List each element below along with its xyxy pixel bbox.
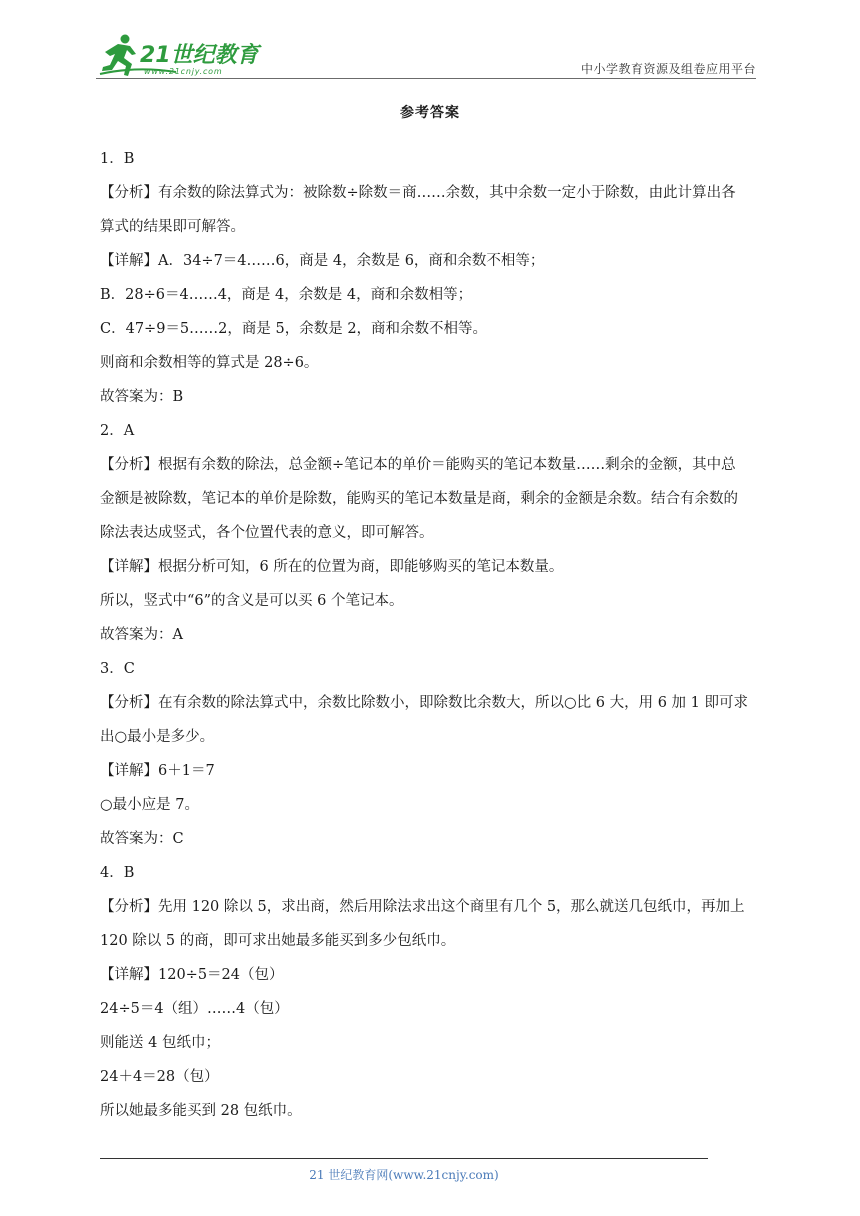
text-line: 4．B xyxy=(100,865,135,881)
logo-text: 21世纪教育 xyxy=(140,43,259,68)
text-line: 金额是被除数，笔记本的单价是除数，能购买的笔记本数量是商，剩余的金额是余数。结合有余数的 xyxy=(100,491,738,507)
text-line: 则能送 4 包纸巾； xyxy=(100,1035,220,1051)
text-line: 【详解】120÷5＝24（包） xyxy=(100,967,284,983)
text-line: 【详解】A．34÷7＝4……6，商是 4，余数是 6，商和余数不相等； xyxy=(100,253,545,269)
text-line: B．28÷6＝4……4，商是 4，余数是 4，商和余数相等； xyxy=(100,287,473,303)
platform-label: 中小学教育资源及组卷应用平台 xyxy=(580,62,756,76)
text-line: 则商和余数相等的算式是 28÷6。 xyxy=(100,355,319,371)
text-line: 【分析】在有余数的除法算式中，余数比除数小，即除数比余数大，所以○比 6 大，用 6 加 1 即可求 xyxy=(100,695,748,711)
text-line: 2．A xyxy=(100,423,135,439)
text-line: 24＋4＝28（包） xyxy=(100,1069,219,1085)
site-logo xyxy=(96,30,266,80)
logo-url: www.21cnjy.com xyxy=(144,67,223,76)
text-line: 算式的结果即可解答。 xyxy=(100,219,245,235)
text-line: ○最小应是 7。 xyxy=(100,797,199,813)
text-line: C．47÷9＝5……2，商是 5，余数是 2，商和余数不相等。 xyxy=(100,321,488,337)
text-line: 故答案为：C xyxy=(100,831,184,847)
text-line: 出○最小是多少。 xyxy=(100,729,215,745)
answer-content xyxy=(100,142,760,1128)
text-line: 120 除以 5 的商，即可求出她最多能买到多少包纸巾。 xyxy=(100,933,456,949)
text-line: 24÷5＝4（组）……4（包） xyxy=(100,1001,289,1017)
text-line: 【分析】根据有余数的除法，总金额÷笔记本的单价＝能购买的笔记本数量……剩余的金额，其中总 xyxy=(100,457,736,473)
text-line: 3．C xyxy=(100,661,135,677)
page-header xyxy=(96,30,756,80)
text-line: 除法表达成竖式，各个位置代表的意义，即可解答。 xyxy=(100,525,434,541)
text-line: 【详解】6＋1＝7 xyxy=(100,763,215,779)
text-line: 【分析】有余数的除法算式为：被除数÷除数＝商……余数，其中余数一定小于除数，由此计算出各 xyxy=(100,185,736,201)
page-title: 参考答案 xyxy=(400,105,460,121)
text-line: 1．B xyxy=(100,151,135,167)
header-divider xyxy=(96,78,756,79)
footer-divider xyxy=(100,1158,708,1159)
text-line: 【详解】根据分析可知，6 所在的位置为商，即能够购买的笔记本数量。 xyxy=(100,559,564,575)
text-line: 所以她最多能买到 28 包纸巾。 xyxy=(100,1103,302,1119)
footer-link[interactable]: 21 世纪教育网(www.21cnjy.com) xyxy=(309,1168,499,1182)
text-line: 故答案为：B xyxy=(100,389,184,405)
text-line: 故答案为：A xyxy=(100,627,183,643)
text-line: 【分析】先用 120 除以 5，求出商，然后用除法求出这个商里有几个 5，那么就送几包纸巾，再加上 xyxy=(100,899,745,915)
text-line: 所以，竖式中“6”的含义是可以买 6 个笔记本。 xyxy=(100,593,404,609)
